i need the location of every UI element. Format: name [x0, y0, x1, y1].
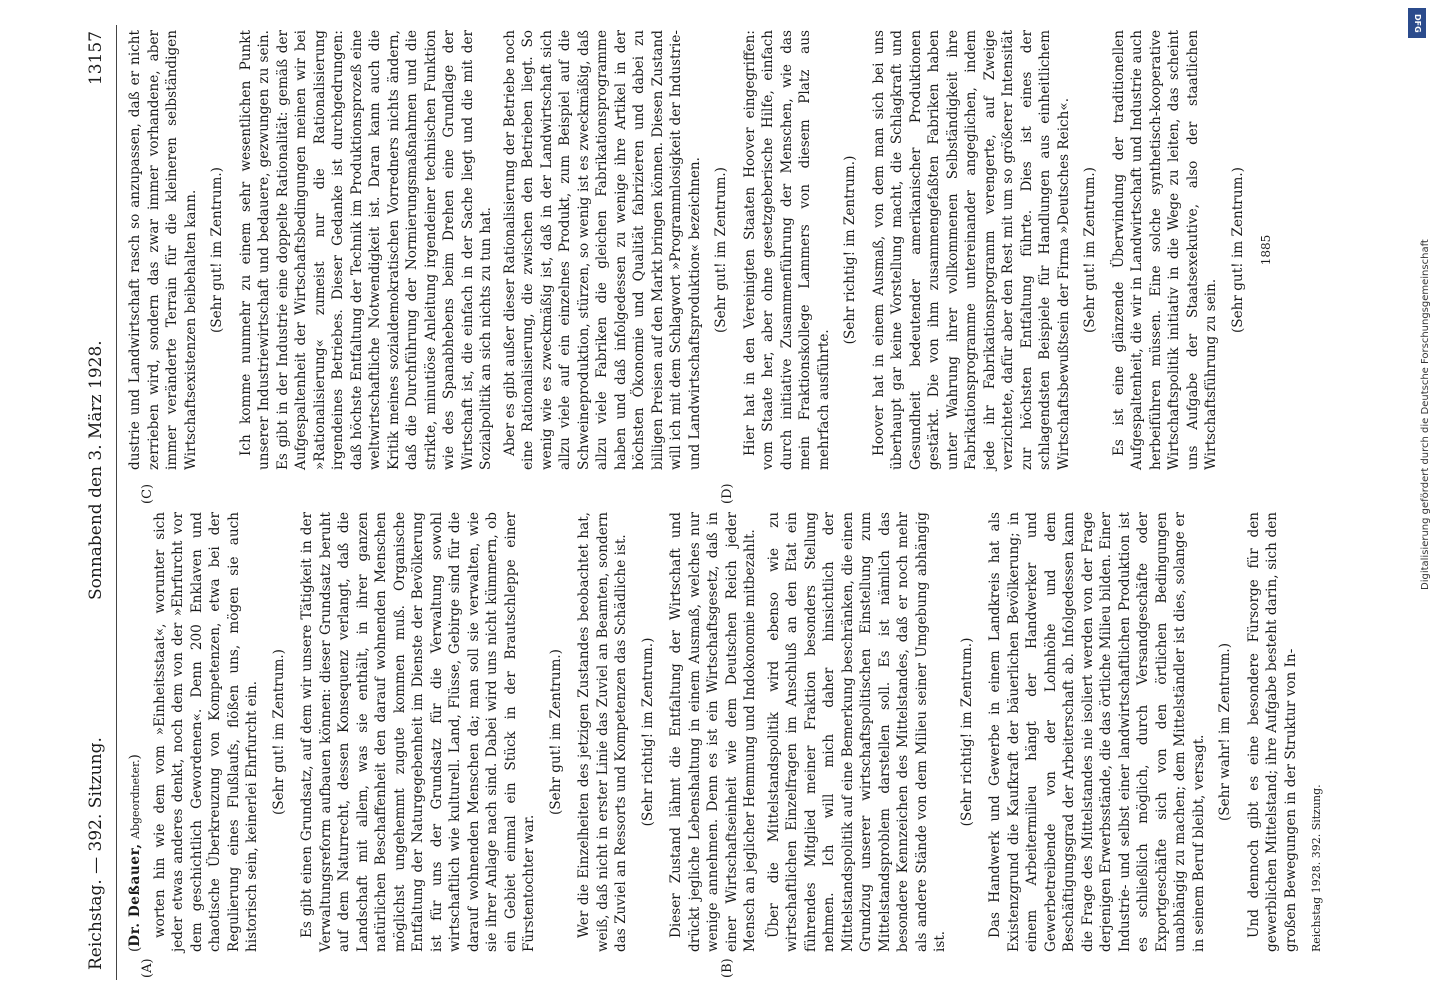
column-right	[126, 30, 1281, 470]
paragraph: Das Handwerk und Gewerbe in einem Landkreis hat als Existenzgrund die Kaufkraft der bäuerlichen Bevölkerung; in einem Arbeitermilieu hängt der Handwerker und Gewerbetreibende von der Lohnhöhe und dem Beschäftigungsgrad der Arbeiterschaft ab. Infolgedessen kann die Frage des Mittelstandes nie isoliert werden von der Frage derjenigen Erwerbsstände, die das örtliche Milieu bilden. Einer Industrie- und selbst einer landwirtschaftlichen Produktion ist es schließlich möglich, durch Versandgeschäfte oder Exportgeschäfte sich von den örtlichen Bedingungen unabhängig zu machen; dem Mittelständler ist dies, solange er in seinem Beruf bleibt, versagt.	[987, 512, 1207, 952]
applause-note: (Sehr gut! im Zentrum.)	[1082, 167, 1098, 333]
paragraph: Ich komme nunmehr zu einem sehr wesentlichen Punkt unserer Industriewirtschaft und bedauere, gezwungen zu sein. Es gibt in der Industrie eine doppelte Rationalität: gemäß der Aufgespaltenheit der Wirtschaftsbedingungen meinen wir bei »Rationalisierung« zumeist nur die Rationalisierung irgendeines Betriebes. Dieser Gedanke ist durchgedrungen: daß höchste Entfaltung der Technik im Produktionsprozeß eine weltwirtschaftliche Notwendigkeit ist. Daran kann auch die Kritik meines sozialdemokratischen Vorredners nichts ändern, daß die Durchführung der Normierungsmaßnahmen und die strikte, minutiöse Anleitung irgendeiner technischen Funktion wie des Spanabhebens beim Drehen eine Grundlage der Wirtschaft ist, die einfach in der Sache liegt und die mit der Sozialpolitik an sich nichts zu tun hat.	[237, 30, 494, 470]
header-date: Sonnabend den 3. März 1928.	[86, 340, 106, 600]
paragraph: worten hin wie dem vom »Einheitsstaat«, worunter sich jeder etwas anderes denkt, noch dem von der »Ehrfurcht vor dem geschichtlich Gewordenen«. Denn 200 Enklaven und chaotische Überkreuzung von Kompetenzen, etwa bei der Regulierung eines Flußlaufs, flößen uns, mögen sie auch historisch sein, keinerlei Ehrfurcht ein.	[151, 512, 260, 952]
applause-note: (Sehr wahr! im Zentrum.)	[1217, 642, 1233, 822]
applause-note: (Sehr gut! im Zentrum.)	[209, 167, 225, 333]
paragraph: Aber es gibt außer dieser Rationalisierung der Betriebe noch eine Rationalisierung, die zwischen den Betrieben liegt. So wenig wie es zweckmäßig ist, daß in der Landwirtschaft sich allzu viele auf ein einzelnes Produkt, zum Beispiel auf die Schweineproduktion, stürzen, so wenig ist es zweckmäßig, daß allzu viele Fabriken die gleichen Fabrikationsprogramme haben und daß infolgedessen zu wenige ihre Artikel in der höchsten Ökonomie und Qualität fabrizieren und dabei zu billigen Preisen auf den Markt bringen können. Diesen Zustand will ich mit dem Schlagwort »Programmlosigkeit der Industrie- und Landwirtschaftsproduktion« bezeichnen.	[501, 30, 703, 470]
page-number: 13157	[86, 31, 106, 86]
applause-note: (Sehr gut! im Zentrum.)	[1229, 167, 1246, 333]
header-left: Reichstag. — 392. Sitzung.	[86, 737, 106, 970]
dfg-credit-text: Digitalisierung gefördert durch die Deutsche Forschungsgemeinschaft	[1420, 239, 1431, 590]
paragraph: Es gibt einen Grundsatz, auf dem wir unsere Tätigkeit in der Verwaltungsreform aufbauen können: dieser Grundsatz beruht auf dem Naturrecht, dessen Konsequenz verlangt, daß die Landschaft mit allem, was sie enthält, in ihrer ganzen natürlichen Beschaffenheit den darauf wohnenden Menschen möglichst ungehemmt zugute kommen muß. Organische Entfaltung der Naturgegebenheit im Dienste der Bevölkerung ist für uns der Grundsatz für die Verwaltung sowohl wirtschaftlich wie kulturell. Land, Flüsse, Gebirge sind für die darauf wohnenden Menschen da; man soll sie verwalten, wie sie ihrer Anlage nach sind. Dabei wird uns nicht kümmern, ob ein Gebiet einmal ein Stück in der Brautschleppe einer Fürstentochter war.	[299, 512, 537, 952]
speaker-line: (Dr. Deßauer, Abgeordneter.)	[127, 754, 143, 952]
paragraph: Hier hat in den Vereinigten Staaten Hoover eingegriffen: vom Staate her, aber ohne gesetzgeberische Hilfe, einfach durch initiative Zusammenführung der Menschen, wie das mein Fraktionskollege Lammers von diesem Platz aus mehrfach ausführte.	[741, 30, 832, 470]
margin-letter-a: (A)	[140, 958, 155, 978]
page-header	[80, 25, 117, 980]
page-footer: Reichstag 1928. 392. Sitzung.	[1310, 784, 1323, 952]
applause-note: (Sehr gut! im Zentrum.)	[547, 649, 564, 815]
applause-note: (Sehr richtig! im Zentrum.)	[958, 637, 975, 827]
applause-note: (Sehr richtig! im Zentrum.)	[842, 155, 858, 345]
paragraph: Hoover hat in einem Ausmaß, von dem man sich bei uns überhaupt gar keine Vorstellung macht, die Schlagkraft und Gesundheit bedeutender amerikanischer Produktionen gestärkt. Die von ihm zusammengefaßten Fabriken haben unter Wahrung ihrer vollkommenen Selbständigkeit ihre Fabrikationsprogramme untereinander angeglichen, indem jede ihr Fabrikationsprogramm verengerte, auf Zweige verzichtete, dafür aber den Rest mit um so größerer Intensität zur höchsten Entfaltung führte. Dies ist eines der schlagendsten Beispiele für Handlungen aus einheitlichem Wirtschaftsbewußtsein der Firma »Deutsches Reich«.	[870, 30, 1072, 470]
margin-letter-c: (C)	[140, 483, 155, 504]
rotated-page	[80, 25, 1323, 980]
sheet-number: 1885	[1259, 234, 1273, 266]
paragraph: Es ist eine glänzende Überwindung der traditionellen Aufgespaltenheit, die wir in Landwirtschaft und Industrie auch herbeiführen müssen. Eine solche synthetisch-kooperative Wirtschaftspolitik initiativ in die Wege zu leiten, das scheint uns Aufgabe der Staatsexekutive, also der staatlichen Wirtschaftsführung zu sein.	[1110, 30, 1219, 470]
paragraph: Über die Mittelstandspolitik wird ebenso wie zu wirtschaftlichen Einzelfragen im Anschluß an den Etat ein führendes Mitglied meiner Fraktion besonders Stellung nehmen. Ich will mich daher hinsichtlich der Mittelstandspolitik auf eine Bemerkung beschränken, die einen Grundzug unserer wirtschaftspolitischen Einstellung zum Mittelstandsproblem darstellen soll. Es ist nämlich das besondere Kennzeichen des Mittelstandes, daß er noch mehr als andere Stände von dem Milieu seiner Umgebung abhängig ist.	[765, 512, 948, 952]
paragraph: Dieser Zustand lähmt die Entfaltung der Wirtschaft und drückt jegliche Lebenshaltung in einem Ausmaß, welches nur wenige annehmen. Denn es ist ein Wirtschaftsgesetz, daß in einer Wirtschaftseinheit wie dem Deutschen Reich jeder Mensch an jeglicher Hemmung und Indokonomie mitbezahlt.	[668, 512, 758, 952]
paragraph: dustrie und Landwirtschaft rasch so anzupassen, daß er nicht zerrieben wird, sondern das zwar immer vorhandene, aber immer veränderte Terrain für die kleineren selbständigen Wirtschaftsexistenzen beibehalten kann.	[127, 30, 199, 470]
dfg-watermark	[1402, 0, 1432, 1000]
margin-letter-d: (D)	[720, 483, 735, 504]
speaker-role: Abgeordneter.	[129, 759, 142, 839]
paragraph: Und dennoch gibt es eine besondere Fürsorge für den gewerblichen Mittelstand; ihre Aufgabe besteht darin, sich den großen Bewegungen in der Struktur von In-	[1245, 512, 1299, 952]
applause-note: (Sehr gut! im Zentrum.)	[270, 649, 287, 815]
applause-note: (Sehr gut! im Zentrum.)	[713, 167, 729, 333]
paragraph: Wer die Einzelheiten des jetzigen Zustandes beobachtet hat, weiß, daß nicht in erster Linie das Zuviel an Beamten, sondern das Zuviel an Ressorts und Kompetenzen das Schädliche ist.	[576, 512, 629, 952]
margin-letter-b: (B)	[720, 958, 735, 978]
applause-note: (Sehr richtig! im Zentrum.)	[639, 637, 656, 827]
speaker-name: Dr. Deßauer,	[127, 843, 143, 947]
column-left	[126, 512, 1332, 952]
dfg-logo: DFG	[1408, 8, 1426, 38]
